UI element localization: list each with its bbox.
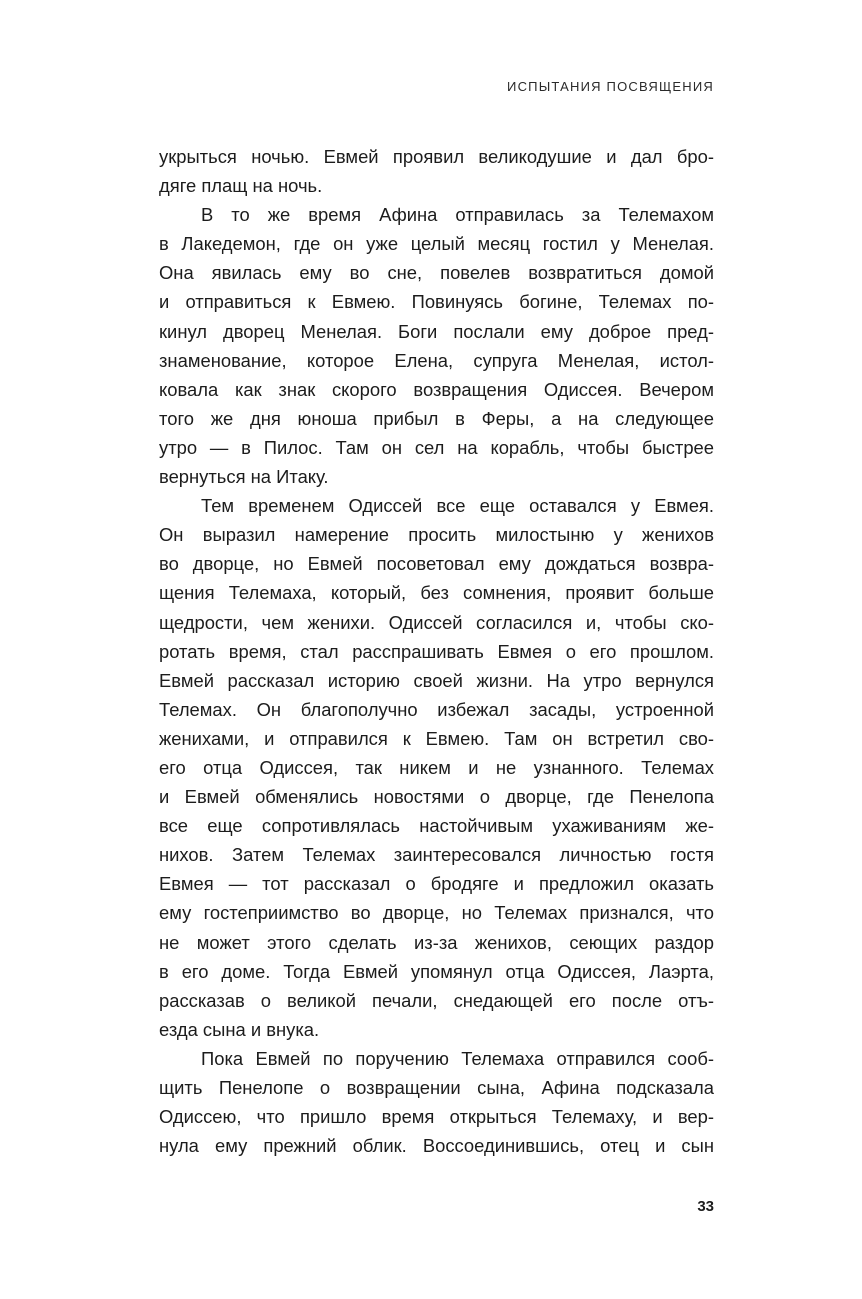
text-line: нула ему прежний облик. Воссоединившись, отец и сын xyxy=(159,1135,714,1157)
text-line: ковала как знак скорого возвращения Одиссея. Вечером xyxy=(159,378,714,400)
text-line: все еще сопротивлялась настойчивым ухаживаниям же- xyxy=(159,815,714,837)
text-line: укрыться ночью. Евмей проявил великодушие и дал бро- xyxy=(159,146,714,167)
text-line: Одиссею, что пришло время открыться Телемаху, и вер- xyxy=(159,1106,714,1128)
text-line: его отца Одиссея, так никем и не узнанного. Телемах xyxy=(159,756,714,778)
text-line: Евмея — тот рассказал о бродяге и предложил оказать xyxy=(159,873,714,895)
text-line: Евмей рассказал историю своей жизни. На утро вернулся xyxy=(159,669,714,691)
text-line: Телемах. Он благополучно избежал засады, устроенной xyxy=(159,698,714,720)
text-line: в его доме. Тогда Евмей упомянул отца Одиссея, Лаэрта, xyxy=(159,960,714,982)
text-line: нихов. Затем Телемах заинтересовался личностью гостя xyxy=(159,844,714,866)
text-line: ротать время, стал расспрашивать Евмея о его прошлом. xyxy=(159,640,714,662)
body-text xyxy=(159,142,714,1160)
text-line: Пока Евмей по поручению Телемаха отправился сооб- xyxy=(201,1047,714,1069)
text-line: и отправиться к Евмею. Повинуясь богине, Телемах по- xyxy=(159,291,714,313)
text-line: щения Телемаха, который, без сомнения, проявит больше xyxy=(159,582,714,604)
running-header: ИСПЫТАНИЯ ПОСВЯЩЕНИЯ xyxy=(507,79,714,94)
text-line: Она явилась ему во сне, повелев возвратиться домой xyxy=(159,262,714,284)
text-line: женихами, и отправился к Евмею. Там он встретил сво- xyxy=(159,727,714,749)
text-line: не может этого сделать из-за женихов, сеющих раздор xyxy=(159,931,714,953)
page-number: 33 xyxy=(697,1198,714,1215)
text-line: езда сына и внука. xyxy=(159,1018,320,1040)
text-line: во дворце, но Евмей посоветовал ему дождаться возвра- xyxy=(159,553,714,575)
text-line: того же дня юноша прибыл в Феры, а на следующее xyxy=(159,407,714,429)
text-line: дяге плащ на ночь. xyxy=(159,175,323,197)
text-line: щить Пенелопе о возвращении сына, Афина подсказала xyxy=(159,1077,714,1098)
text-line: Он выразил намерение просить милостыню у женихов xyxy=(159,524,714,546)
text-line: щедрости, чем женихи. Одиссей согласился и, чтобы ско- xyxy=(159,611,714,633)
text-line: утро — в Пилос. Там он сел на корабль, чтобы быстрее xyxy=(159,436,714,458)
text-line: В то же время Афина отправилась за Телемахом xyxy=(201,204,714,226)
text-line: вернуться на Итаку. xyxy=(159,466,329,488)
text-line: знаменование, которое Елена, супруга Менелая, истол- xyxy=(159,349,714,371)
text-line: кинул дворец Менелая. Боги послали ему доброе пред- xyxy=(159,320,714,342)
text-line: рассказав о великой печали, снедающей его после отъ- xyxy=(159,989,714,1011)
text-line: в Лакедемон, где он уже целый месяц гостил у Менелая. xyxy=(159,233,714,255)
text-line: ему гостеприимство во дворце, но Телемах признался, что xyxy=(159,902,714,924)
text-line: и Евмей обменялись новостями о дворце, где Пенелопа xyxy=(159,786,714,808)
text-line: Тем временем Одиссей все еще оставался у Евмея. xyxy=(201,495,714,517)
